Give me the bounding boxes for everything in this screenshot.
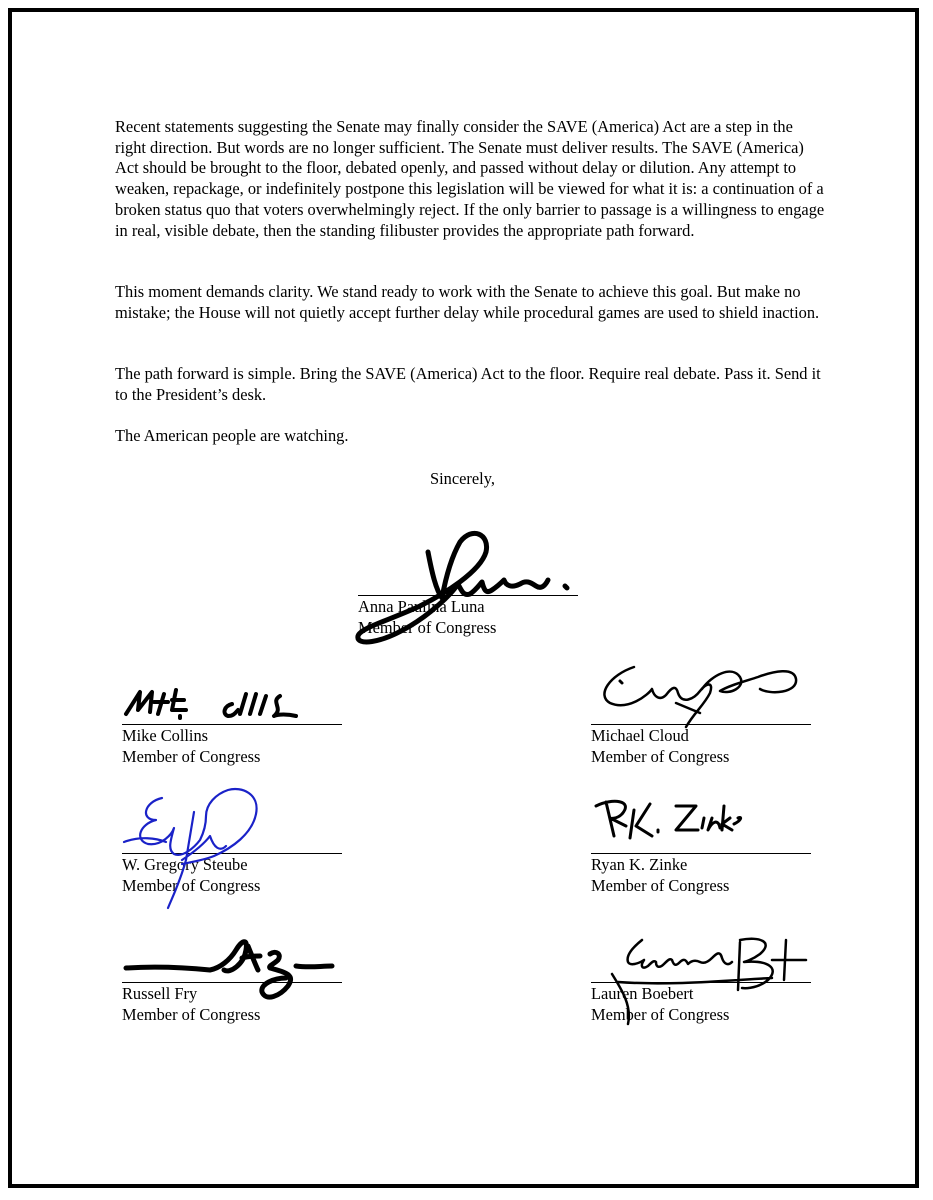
signatory-name: Michael Cloud (591, 726, 689, 745)
signature-boebert (592, 930, 812, 1030)
letter-paragraph-4: The American people are watching. (115, 426, 349, 445)
signature-line (591, 853, 811, 854)
letter-paragraph-1: Recent statements suggesting the Senate may finally consider the SAVE (America) Act are a step in the right direction. But words are no longer sufficient. The Senate must deliver results. The SAVE (America) Act should be brought to the floor, debated openly, and passed without delay or dilution. Any attempt to weaken, repackage, or indefinitely postpone this legislation will be viewed for what it is: a continuation of a broken status quo that voters overwhelmingly reject. If the only barrier to passage is a willingness to engage in real, visible debate, then the standing filibuster provides the appropriate path forward. (115, 117, 825, 240)
signature-cloud (590, 655, 810, 735)
signatory-title: Member of Congress (591, 747, 730, 766)
signature-luna (340, 528, 580, 658)
signatory-title: Member of Congress (122, 876, 261, 895)
signatory-title: Member of Congress (591, 1005, 730, 1024)
signature-collins (120, 680, 340, 730)
signatory-name: Ryan K. Zinke (591, 855, 688, 874)
letter-paragraph-2: This moment demands clarity. We stand ready to work with the Senate to achieve this goal. But make no mistake; the House will not quietly accept further delay while procedural games are used to shield inaction. (115, 282, 820, 322)
signatory-name: Lauren Boebert (591, 984, 694, 1003)
signatory-title: Member of Congress (122, 1005, 261, 1024)
signatory-title: Member of Congress (358, 618, 497, 637)
signature-steube (120, 782, 270, 912)
signatory-name: Mike Collins (122, 726, 209, 745)
signatory-name: Anna Paulina Luna (358, 597, 485, 616)
signature-zinke (592, 796, 742, 846)
signature-fry (120, 930, 340, 1010)
signatory-title: Member of Congress (122, 747, 261, 766)
signatory-name: Russell Fry (122, 984, 198, 1003)
letter-paragraph-3: The path forward is simple. Bring the SAVE (America) Act to the floor. Require real debate. Pass it. Send it to the President’s desk. (115, 364, 821, 404)
closing: Sincerely, (430, 469, 495, 488)
signatory-name: W. Gregory Steube (122, 855, 248, 874)
signatory-title: Member of Congress (591, 876, 730, 895)
